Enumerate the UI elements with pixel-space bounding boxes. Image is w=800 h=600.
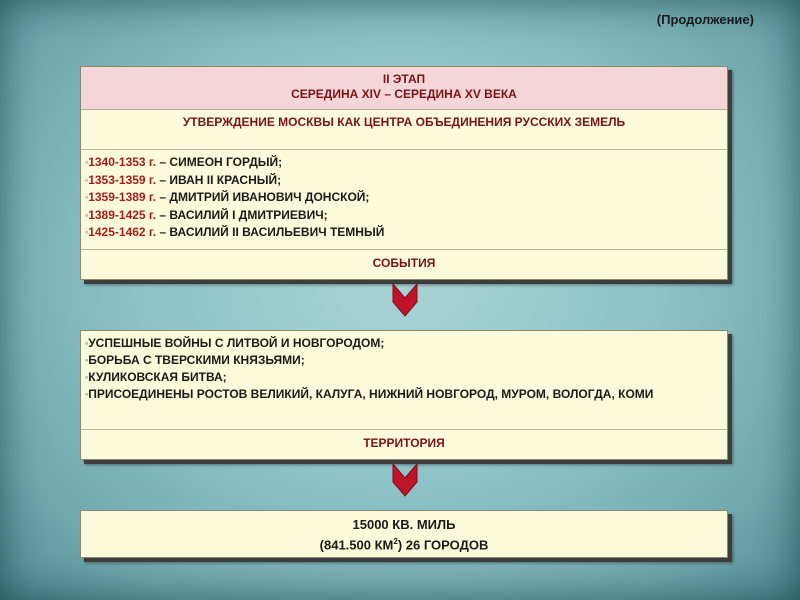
ruler-name: – ВАСИЛИЙ I ДМИТРИЕВИЧ;	[156, 207, 328, 222]
stage-header	[81, 67, 727, 110]
ruler-years: 1359-1389 г.	[88, 190, 157, 204]
ruler-name: – ИВАН II КРАСНЫЙ;	[156, 172, 282, 187]
ruler-years: 1353-1359 г.	[88, 172, 157, 187]
list-item	[85, 335, 717, 352]
territory-label: ТЕРРИТОРИЯ	[363, 436, 445, 450]
continuation-label: (Продолжение)	[656, 12, 754, 27]
event-text: КУЛИКОВСКАЯ БИТВА;	[88, 370, 227, 384]
list-item	[85, 154, 727, 172]
stage-period: СЕРЕДИНА XIV – СЕРЕДИНА XV ВЕКА	[291, 87, 517, 101]
chevron-down-icon	[392, 462, 418, 498]
list-item	[85, 207, 727, 225]
bullet-icon: ◦	[85, 372, 89, 382]
chevron-down-icon	[392, 282, 418, 318]
territory-km: (841.500 КМ	[319, 537, 394, 553]
ruler-name: – СИМЕОН ГОРДЫЙ;	[156, 155, 283, 169]
stage-title: II ЭТАП	[382, 72, 426, 86]
bullet-icon: ◦	[85, 192, 89, 202]
event-text: УСПЕШНЫЕ ВОЙНЫ С ЛИТВОЙ И НОВГОРОДОМ;	[88, 336, 385, 350]
territory-details	[81, 533, 727, 553]
ruler-years: 1389-1425 г.	[88, 207, 157, 222]
ruler-name: – ДМИТРИЙ ИВАНОВИЧ ДОНСКОЙ;	[156, 190, 370, 204]
territory-area: 15000 КВ. МИЛЬ	[352, 517, 456, 532]
territory-km-exponent: 2	[393, 537, 398, 546]
bullet-icon: ◦	[85, 227, 89, 237]
ruler-years: 1340-1353 г.	[88, 155, 157, 169]
stage-subtitle: УТВЕРЖДЕНИЕ МОСКВЫ КАК ЦЕНТРА ОБЪЕДИНЕНИЯ РУССКИХ ЗЕМЕЛЬ	[81, 110, 727, 150]
territory-panel	[80, 510, 728, 558]
territory-cities: ) 26 ГОРОДОВ	[397, 537, 489, 553]
list-item	[85, 189, 727, 207]
list-item	[85, 172, 727, 190]
list-item	[85, 386, 717, 403]
events-label: СОБЫТИЯ	[372, 256, 436, 270]
events-list	[81, 331, 727, 430]
bullet-icon: ◦	[85, 209, 89, 220]
list-item	[85, 369, 717, 386]
bullet-icon: ◦	[85, 389, 89, 399]
events-panel	[80, 330, 728, 460]
bullet-icon: ◦	[85, 338, 89, 348]
rulers-list	[81, 150, 727, 250]
ruler-years: 1425-1462 г.	[88, 225, 157, 239]
bullet-icon: ◦	[85, 157, 89, 167]
list-item	[85, 224, 727, 242]
event-text: ПРИСОЕДИНЕНЫ РОСТОВ ВЕЛИКИЙ, КАЛУГА, НИЖНИЙ НОВГОРОД, МУРОМ, ВОЛОГДА, КОМИ	[88, 387, 654, 401]
bullet-icon: ◦	[85, 355, 89, 365]
event-text: БОРЬБА С ТВЕРСКИМИ КНЯЗЬЯМИ;	[88, 353, 305, 367]
ruler-name: – ВАСИЛИЙ II ВАСИЛЬЕВИЧ ТЕМНЫЙ	[156, 225, 385, 239]
list-item	[85, 352, 717, 369]
territory-info	[81, 511, 727, 553]
bullet-icon: ◦	[85, 174, 89, 185]
stage-panel	[80, 66, 728, 280]
